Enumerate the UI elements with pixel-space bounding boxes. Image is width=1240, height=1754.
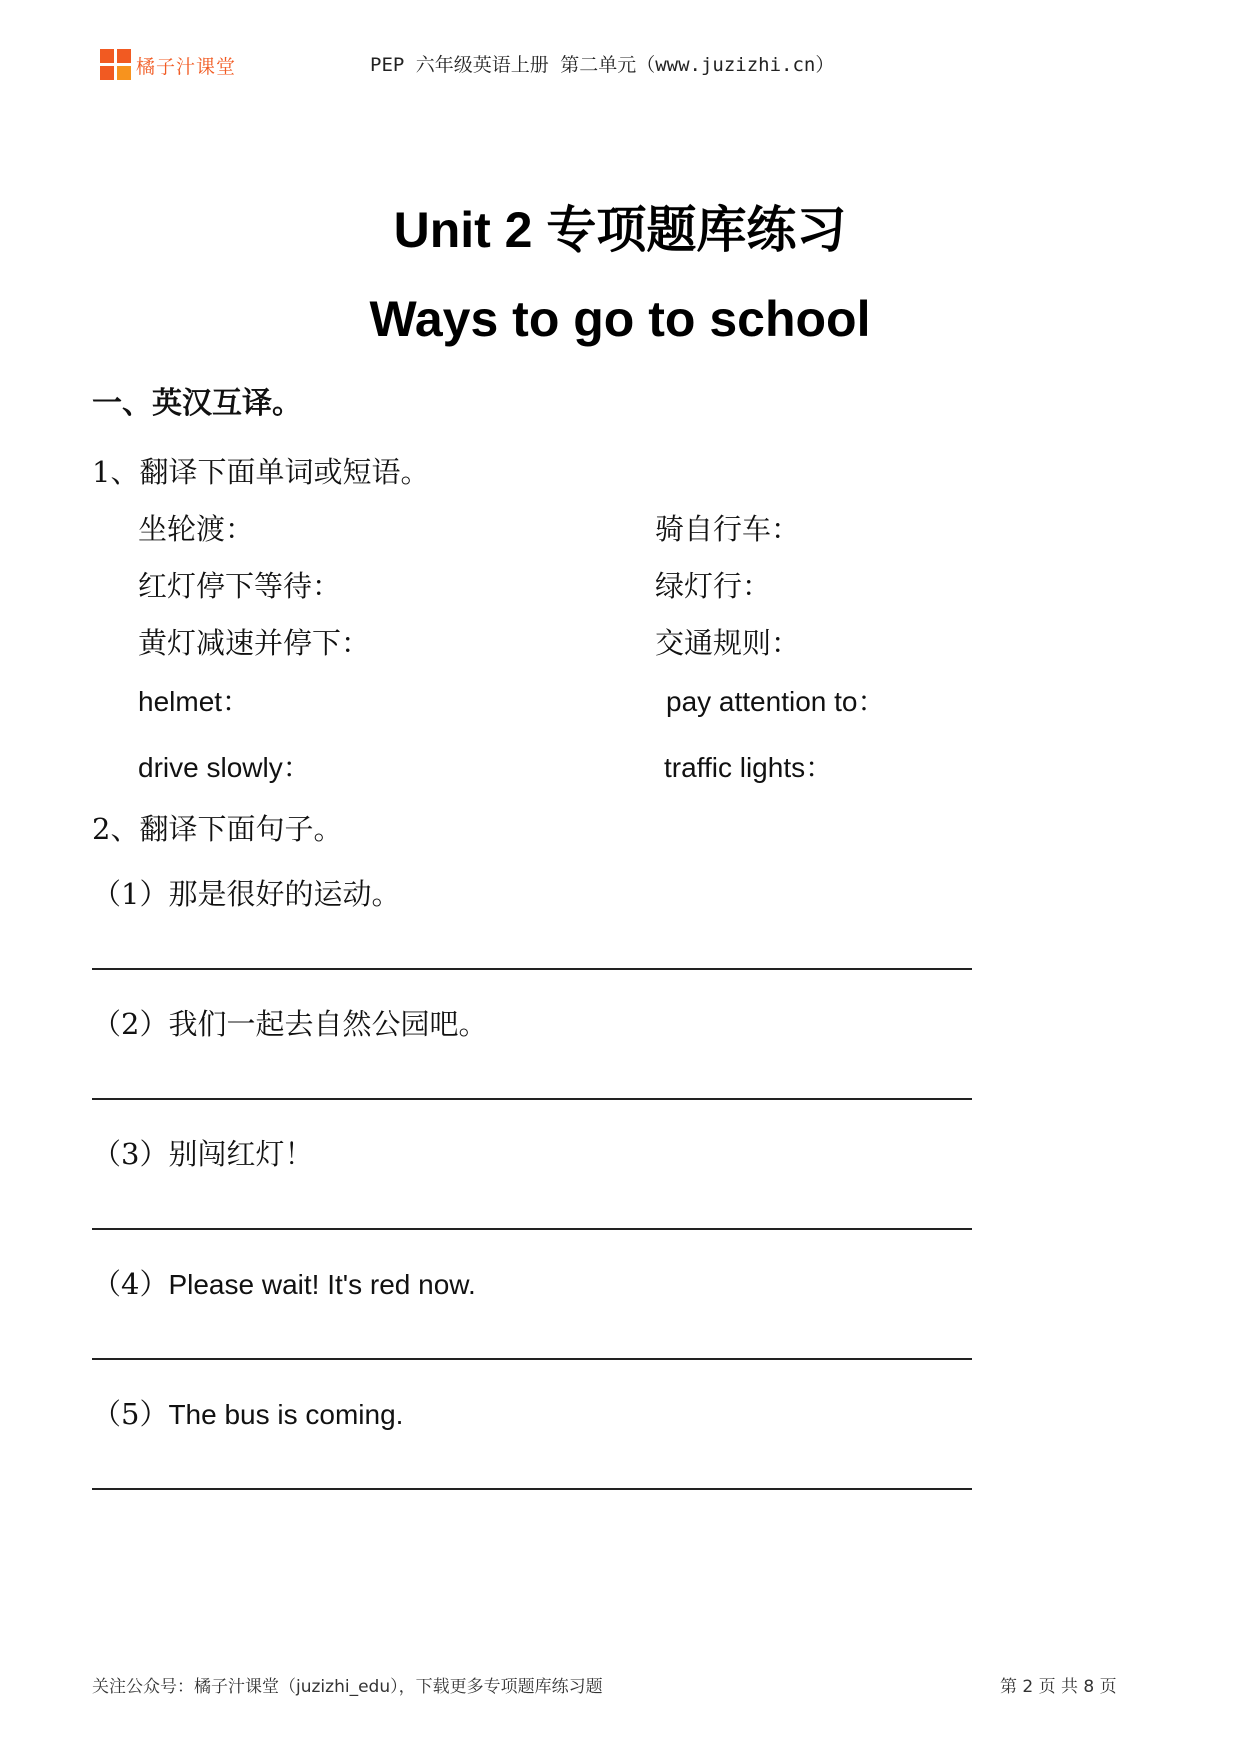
vocab-item: 交通规则： (655, 626, 801, 660)
question-1-label: 1、翻译下面单词或短语。 (92, 455, 430, 489)
footer-note: 关注公众号：橘子汁课堂（juzizhi_edu），下载更多专项题库练习题 (92, 1677, 603, 1697)
vocab-item: helmet： (138, 686, 251, 717)
sentence-item (92, 1262, 476, 1303)
vocab-item: 红灯停下等待： (138, 569, 342, 603)
sentence-number: （1） (92, 877, 169, 911)
logo-icon (100, 49, 132, 81)
answer-line[interactable] (92, 1228, 972, 1230)
answer-line[interactable] (92, 1488, 972, 1490)
sentence-number: （2） (92, 1007, 169, 1041)
sentence-number: （4） (92, 1267, 169, 1301)
sentence-text: 别闯红灯！ (168, 1137, 314, 1171)
vocab-item: drive slowly： (138, 752, 311, 783)
vocab-item: 骑自行车： (655, 512, 801, 546)
header-title: PEP 六年级英语上册 第二单元（www.juzizhi.cn） (370, 54, 835, 76)
sentence-text: Please wait! It's red now. (168, 1269, 476, 1300)
sentence-item (92, 1392, 403, 1433)
sentence-item (92, 1002, 487, 1043)
logo-text: 橘子汁课堂 (136, 55, 237, 78)
sentence-number: （5） (92, 1397, 169, 1431)
brand-logo (100, 48, 236, 82)
sentence-text: 我们一起去自然公园吧。 (168, 1007, 488, 1041)
vocab-item: pay attention to： (666, 686, 886, 717)
page-subtitle: Ways to go to school (369, 291, 871, 347)
section-heading: 一、英汉互译。 (92, 386, 302, 421)
page-number: 第 2 页 共 8 页 (1000, 1677, 1117, 1697)
sentence-item (92, 872, 400, 913)
sentence-text: 那是很好的运动。 (168, 877, 401, 911)
answer-line[interactable] (92, 968, 972, 970)
vocab-item: 绿灯行： (655, 569, 772, 603)
vocab-item: 黄灯减速并停下： (138, 626, 371, 660)
vocab-item: 坐轮渡： (138, 512, 255, 546)
vocab-item: traffic lights： (664, 752, 834, 783)
answer-line[interactable] (92, 1358, 972, 1360)
sentence-text: The bus is coming. (168, 1399, 404, 1430)
answer-line[interactable] (92, 1098, 972, 1100)
question-2-label: 2、翻译下面句子。 (92, 812, 343, 846)
sentence-number: （3） (92, 1137, 169, 1171)
page-title: Unit 2 专项题库练习 (393, 202, 847, 258)
sentence-item (92, 1132, 313, 1173)
